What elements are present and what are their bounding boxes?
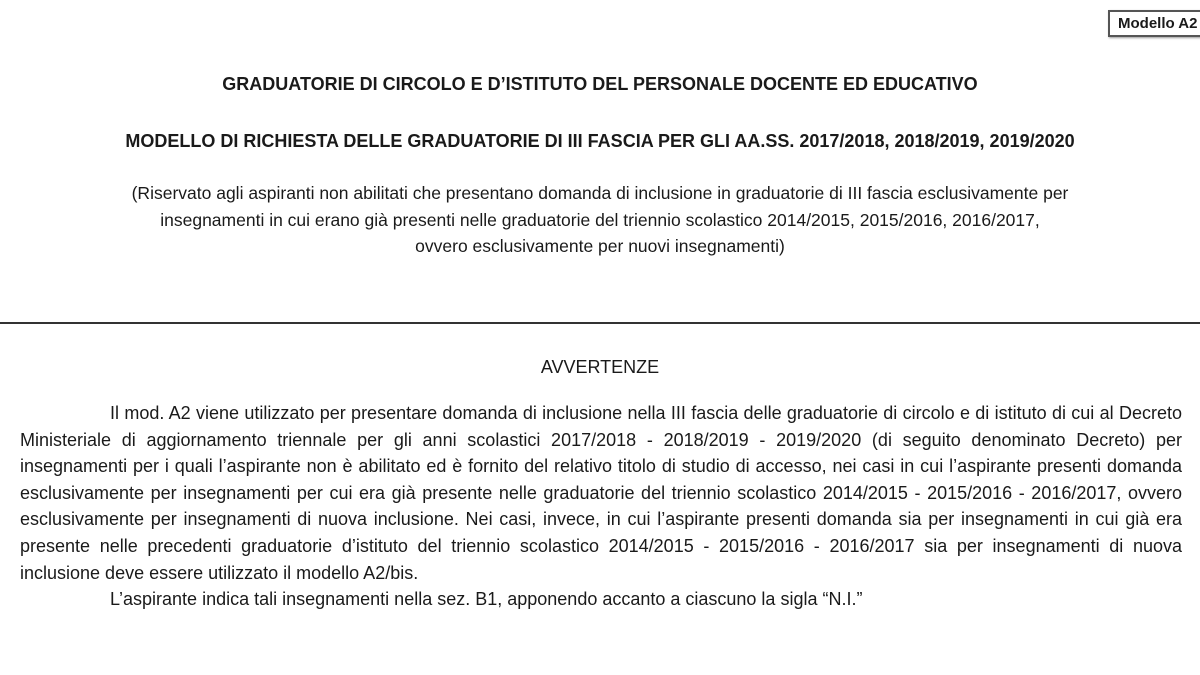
body-text — [20, 400, 1182, 613]
section-heading: AVVERTENZE — [540, 357, 660, 377]
note-line: insegnamenti in cui erano già presenti nelle graduatorie del triennio scolastico 2014/2015, 2015/2016, 2016/2017, — [160, 209, 1040, 230]
divider — [0, 322, 1200, 324]
document-title: GRADUATORIE DI CIRCOLO E D’ISTITUTO DEL PERSONALE DOCENTE ED EDUCATIVO — [222, 74, 978, 94]
eligibility-note — [0, 180, 1200, 260]
model-badge: Modello A2 — [1108, 10, 1200, 37]
paragraph: L’aspirante indica tali insegnamenti nella sez. B1, apponendo accanto a ciascuno la sigla “N.I.” — [110, 589, 863, 610]
note-line: (Riservato agli aspiranti non abilitati che presentano domanda di inclusione in graduatorie di III fascia esclusivamente per — [131, 183, 1069, 203]
note-line: ovvero esclusivamente per nuovi insegnamenti) — [415, 236, 785, 256]
document-subtitle: MODELLO DI RICHIESTA DELLE GRADUATORIE DI III FASCIA PER GLI AA.SS. 2017/2018, 2018/2019, 2019/2020 — [125, 131, 1075, 151]
paragraph: Il mod. A2 viene utilizzato per presentare domanda di inclusione nella III fascia delle graduatorie di circolo e di istituto di cui al Decreto Ministeriale di aggiornamento triennale per gli anni scolastici 2017/2018 - 2018/2019 - 2019/2020 (di seguito denominato Decreto) per insegnamenti per i quali l’aspirante non è abilitato ed è fornito del relativo titolo di studio di accesso, nei casi in cui l’aspirante presenti domanda esclusivamente per insegnamenti per cui era già presente nelle graduatorie del triennio scolastico 2014/2015 - 2015/2016 - 2016/2017, ovvero esclusivamente per insegnamenti di nuova inclusione. Nei casi, invece, in cui l’aspirante presenti domanda sia per insegnamenti in cui già era presente nelle precedenti graduatorie d’istituto del triennio scolastico 2014/2015 - 2015/2016 - 2016/2017 sia per insegnamenti di nuova inclusione deve essere utilizzato il modello A2/bis. — [20, 403, 1182, 583]
